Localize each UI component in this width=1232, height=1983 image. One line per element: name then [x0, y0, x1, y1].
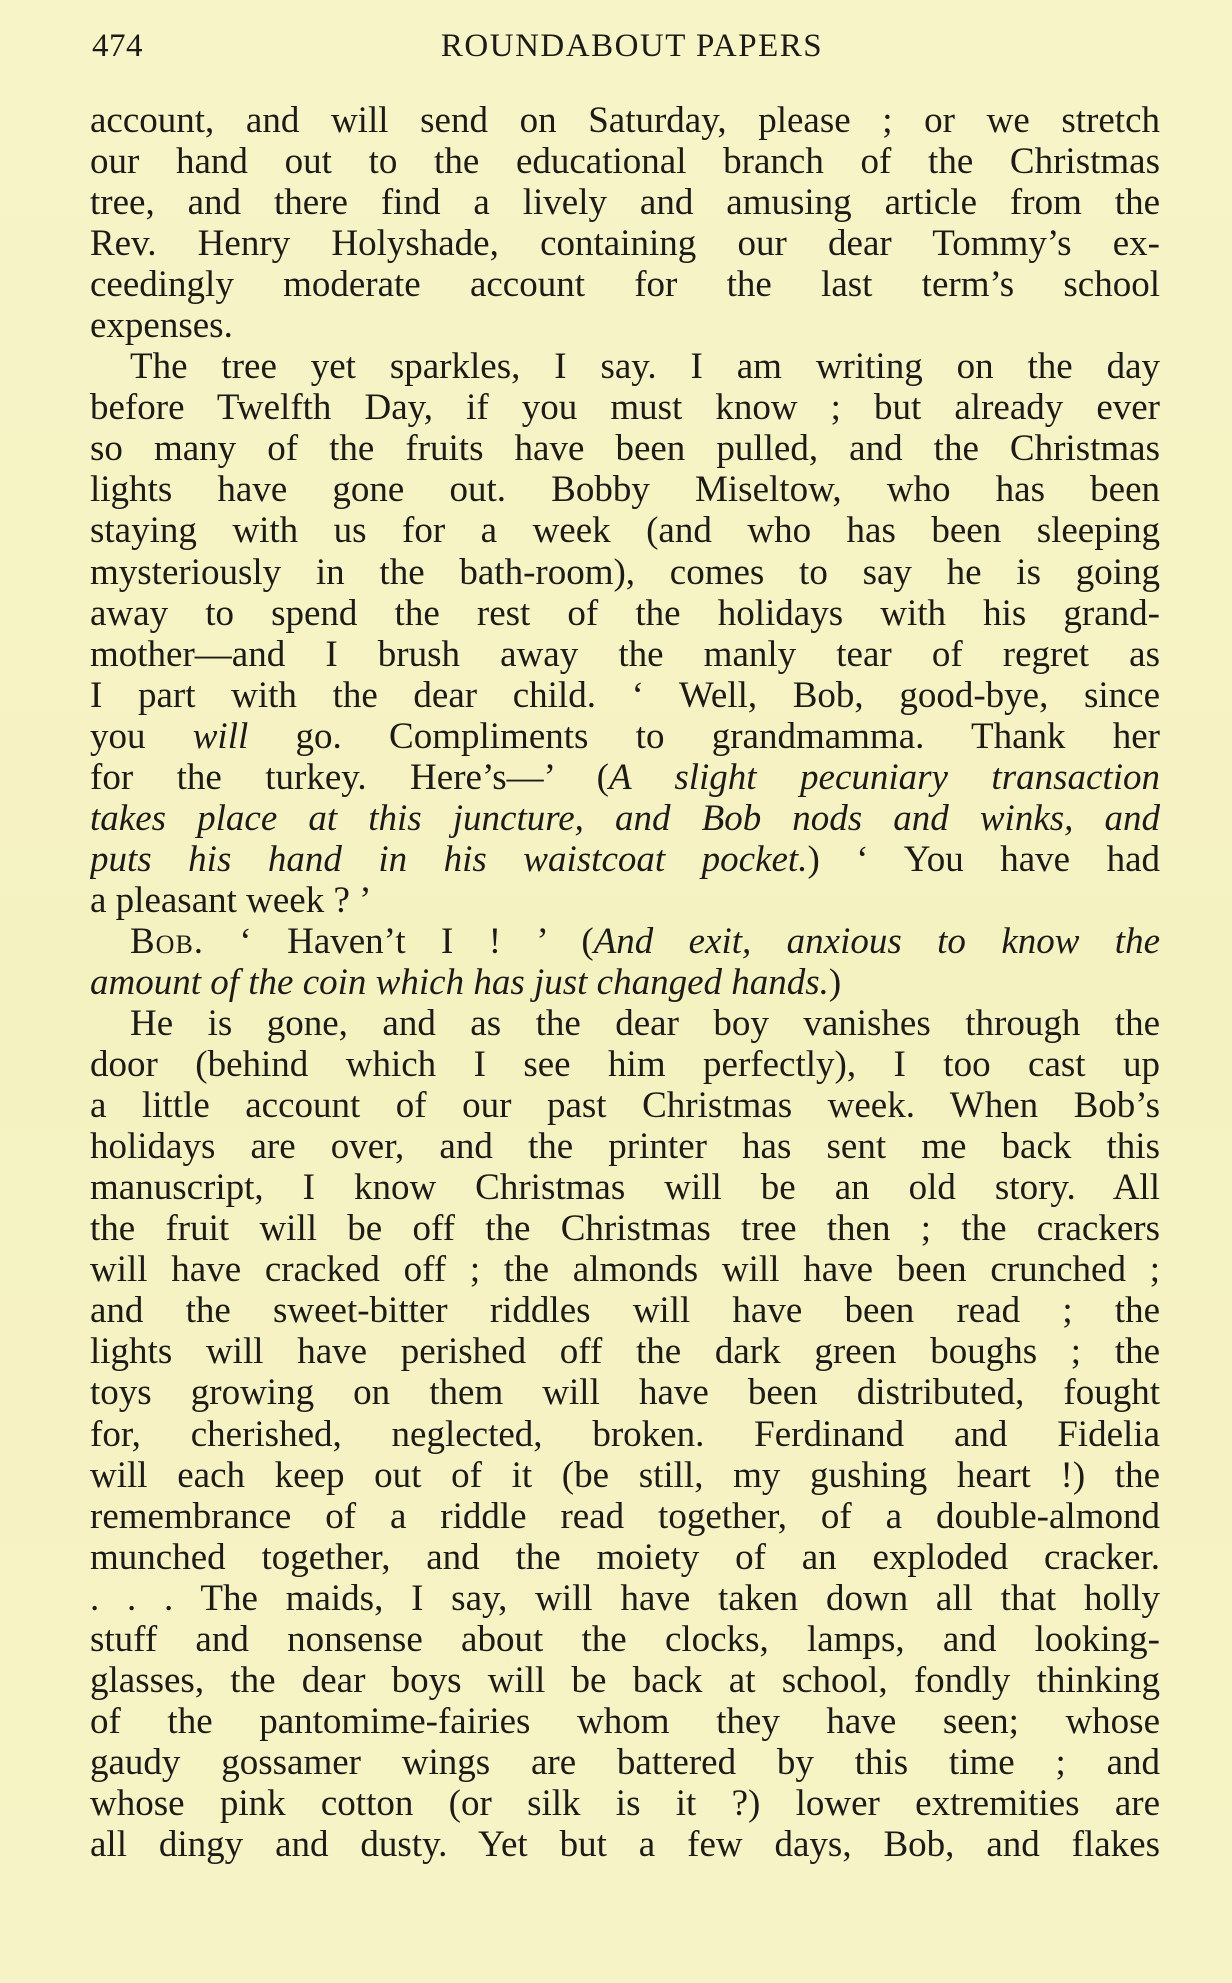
text-line: [90, 798, 1160, 839]
text-line: [90, 510, 1160, 551]
text-line: [90, 1701, 1160, 1742]
text-line: [90, 1126, 1160, 1167]
text-segment: holidays are over, and the printer has sent me back this: [90, 1126, 1160, 1168]
text-segment: before Twelfth Day, if you must know ; but already ever: [90, 387, 1160, 429]
text-segment: remembrance of a riddle read together, of a double-almond: [90, 1495, 1160, 1537]
text-segment: Rev. Henry Holyshade, containing our dear Tommy’s ex-: [90, 223, 1160, 265]
text-line: [90, 264, 1160, 305]
text-segment: whose pink cotton (or silk is it ?) lower extremities are: [90, 1782, 1160, 1824]
running-title: ROUNDABOUT PAPERS: [440, 28, 824, 64]
text-line: [90, 1455, 1160, 1496]
text-segment: ceedingly moderate account for the last term’s school: [90, 264, 1160, 306]
text-segment: of the pantomime-fairies whom they have seen; whose: [90, 1700, 1160, 1742]
text-segment: mother—and I brush away the manly tear of regret as: [90, 633, 1160, 675]
text-segment: for, cherished, neglected, broken. Ferdinand and Fidelia: [90, 1413, 1160, 1455]
text-line: [90, 675, 1160, 716]
text-segment: glasses, the dear boys will be back at school, fondly thinking: [90, 1659, 1160, 1701]
text-segment: The tree yet sparkles, I say. I am writing on the day: [130, 346, 1160, 388]
text-segment: gaudy gossamer wings are battered by this time ; and: [90, 1741, 1160, 1783]
text-line: [90, 1824, 1160, 1865]
text-segment: the fruit will be off the Christmas tree then ; the crackers: [90, 1208, 1160, 1250]
text-line: [90, 921, 1160, 962]
text-segment: so many of the fruits have been pulled, and the Christmas: [90, 428, 1160, 470]
text-line: [90, 1372, 1160, 1413]
text-segment: a little account of our past Christmas week. When Bob’s: [90, 1085, 1160, 1127]
text-line: [90, 1537, 1160, 1578]
text-segment: door (behind which I see him perfectly), I too cast up: [90, 1044, 1160, 1086]
text-line: [90, 716, 1160, 757]
text-line: [90, 1578, 1160, 1619]
text-segment: tree, and there find a lively and amusing article from the: [90, 182, 1160, 224]
text-segment: lights have gone out. Bobby Miseltow, who has been: [90, 469, 1160, 511]
text-segment: ‘ Haven’t I ! ’ (: [204, 920, 594, 962]
text-line: [90, 1619, 1160, 1660]
text-line: [90, 100, 1160, 141]
text-segment: mysteriously in the bath-room), comes to say he is going: [90, 551, 1160, 593]
text-line: [90, 346, 1160, 387]
text-line: [90, 757, 1160, 798]
text-segment: a pleasant week ? ’: [90, 879, 372, 921]
italic-text: puts his hand in his waistcoat pocket.: [90, 838, 808, 880]
text-line: [90, 1290, 1160, 1331]
italic-text: And exit, anxious to know the: [593, 920, 1160, 962]
text-segment: expenses.: [90, 305, 233, 347]
text-line: [90, 1414, 1160, 1455]
italic-text: will: [192, 715, 249, 757]
text-line: [90, 1085, 1160, 1126]
text-segment: go. Compliments to grandmamma. Thank her: [248, 715, 1160, 757]
text-line: [90, 593, 1160, 634]
body-text: [90, 100, 1160, 1865]
text-segment: our hand out to the educational branch of the Christmas: [90, 141, 1160, 183]
text-segment: and the sweet-bitter riddles will have been read ; the: [90, 1290, 1160, 1332]
text-line: [90, 1044, 1160, 1085]
text-line: [90, 552, 1160, 593]
speaker-name: Bob.: [130, 920, 205, 962]
text-segment: for the turkey. Here’s—’ (: [90, 756, 609, 798]
text-segment: you: [90, 715, 193, 757]
text-segment: all dingy and dusty. Yet but a few days, Bob, and flakes: [90, 1823, 1160, 1865]
text-segment: manuscript, I know Christmas will be an old story. All: [90, 1167, 1160, 1209]
text-line: [90, 223, 1160, 264]
text-segment: . . . The maids, I say, will have taken down all that holly: [90, 1577, 1160, 1619]
text-line: [90, 1167, 1160, 1208]
text-segment: account, and will send on Saturday, please ; or we stretch: [90, 100, 1160, 141]
text-segment: stuff and nonsense about the clocks, lamps, and looking-: [90, 1618, 1160, 1660]
text-line: [90, 1003, 1160, 1044]
text-segment: He is gone, and as the dear boy vanishes through the: [130, 1003, 1160, 1045]
page-number: 474: [92, 28, 143, 64]
italic-text: takes place at this juncture, and Bob nods and winks, and: [90, 797, 1160, 839]
text-line: [90, 1331, 1160, 1372]
text-segment: staying with us for a week (and who has been sleeping: [90, 510, 1160, 552]
text-line: [90, 141, 1160, 182]
text-line: [90, 305, 1160, 346]
text-line: [90, 962, 1160, 1003]
text-line: [90, 1249, 1160, 1290]
italic-text: A slight pecuniary transaction: [608, 756, 1160, 798]
text-line: [90, 428, 1160, 469]
text-line: [90, 182, 1160, 223]
text-segment: will have cracked off ; the almonds will have been crunched ;: [90, 1249, 1160, 1291]
text-line: [90, 880, 1160, 921]
text-segment: ): [828, 961, 842, 1003]
text-line: [90, 469, 1160, 510]
text-line: [90, 839, 1160, 880]
text-segment: lights will have perished off the dark green boughs ; the: [90, 1331, 1160, 1373]
text-line: [90, 1742, 1160, 1783]
text-line: [90, 1496, 1160, 1537]
italic-text: amount of the coin which has just changed hands.: [90, 961, 829, 1003]
text-segment: away to spend the rest of the holidays with his grand-: [90, 592, 1160, 634]
text-line: [90, 1208, 1160, 1249]
text-segment: I part with the dear child. ‘ Well, Bob, good-bye, since: [90, 674, 1160, 716]
text-segment: will each keep out of it (be still, my gushing heart !) the: [90, 1454, 1160, 1496]
running-head: [92, 28, 1162, 68]
text-line: [90, 387, 1160, 428]
text-segment: toys growing on them will have been distributed, fought: [90, 1372, 1160, 1414]
text-segment: ) ‘ You have had: [807, 838, 1160, 880]
text-segment: munched together, and the moiety of an exploded cracker.: [90, 1536, 1160, 1578]
text-line: [90, 634, 1160, 675]
text-line: [90, 1660, 1160, 1701]
text-line: [90, 1783, 1160, 1824]
